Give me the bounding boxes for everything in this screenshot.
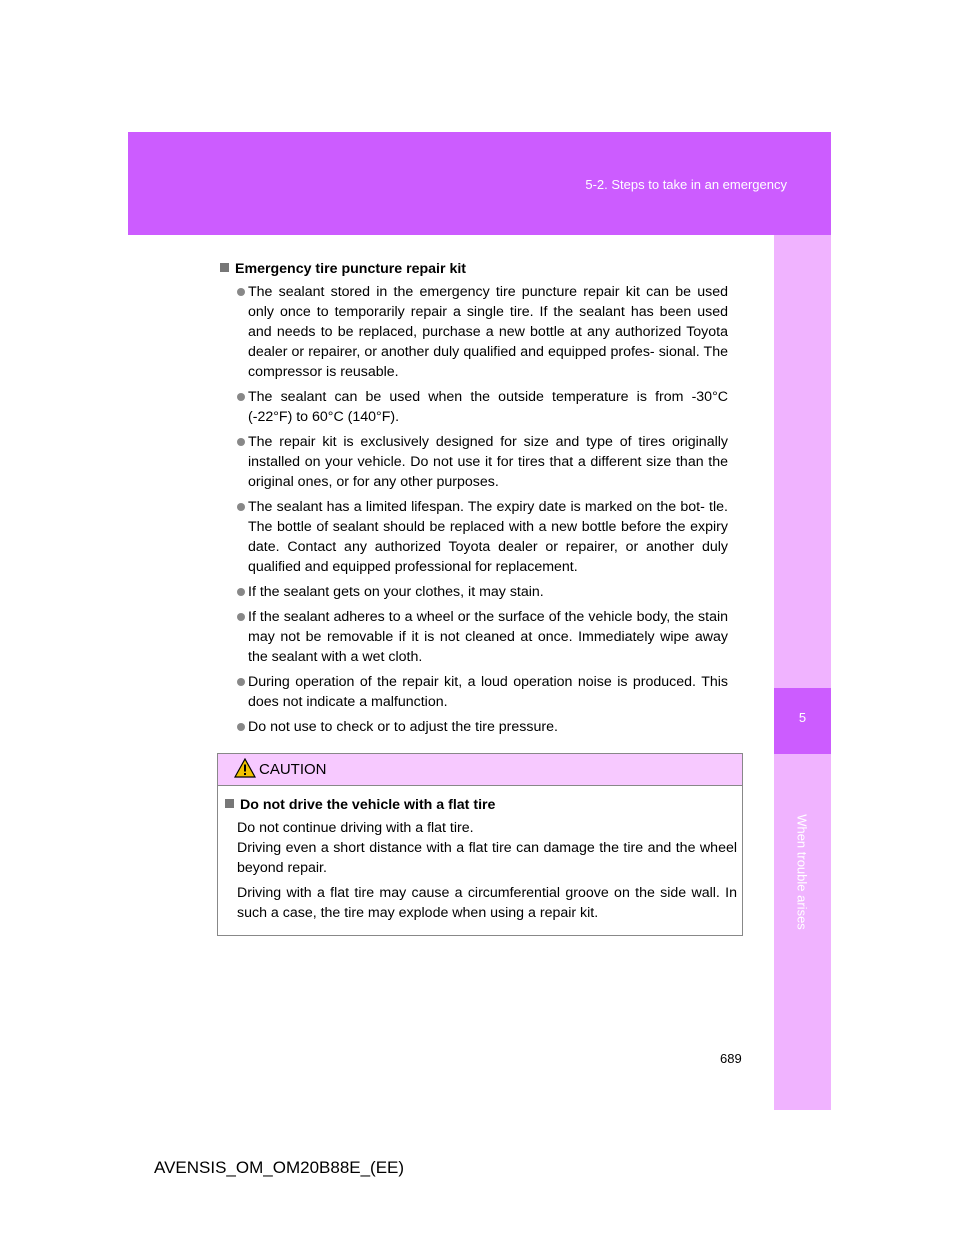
bullet-dot-icon	[237, 613, 245, 621]
caution-paragraph: Do not continue driving with a flat tire. Driving even a short distance with a flat tire can damage the tire and the wheel beyond repair.	[237, 820, 737, 876]
caution-box	[217, 753, 743, 936]
caution-body	[218, 786, 742, 923]
bullet-dot-icon	[237, 723, 245, 731]
list-item: If the sealant gets on your clothes, it may stain.	[220, 582, 728, 602]
square-bullet-icon	[225, 799, 234, 808]
square-bullet-icon	[220, 263, 229, 272]
caution-header	[218, 754, 742, 786]
header-band	[128, 132, 831, 235]
repair-kit-section	[220, 259, 728, 742]
list-item: During operation of the repair kit, a loud operation noise is produced. This does not indicate a malfunction.	[220, 672, 728, 712]
footer-code: AVENSIS_OM_OM20B88E_(EE)	[154, 1158, 405, 1177]
list-item: If the sealant adheres to a wheel or the surface of the vehicle body, the stain may not be removable if it is not cleaned at once. Immediately wipe away the sealant with a wet cloth.	[220, 607, 728, 667]
list-item: The sealant can be used when the outside temperature is from -30°C (-22°F) to 60°C (140°F).	[220, 387, 728, 427]
list-item: The sealant has a limited lifespan. The expiry date is marked on the bot- tle. The bottle of sealant should be replaced with a new bottle before the expiry date. Contact any authorized Toyota dealer or repairer, or another duly qualified and equipped professional for replacement.	[220, 497, 728, 577]
chapter-tab	[774, 688, 831, 754]
list-item: The repair kit is exclusively designed for size and type of tires originally installed on your vehicle. Do not use it for tires that a different size than the original ones, or for any other purposes.	[220, 432, 728, 492]
section-header: 5-2. Steps to take in an emergency	[585, 177, 787, 192]
caution-title: CAUTION	[259, 761, 327, 778]
page-number: 689	[720, 1051, 742, 1066]
chapter-number: 5	[798, 710, 807, 725]
bullet-dot-icon	[237, 678, 245, 686]
bullet-dot-icon	[237, 503, 245, 511]
caution-paragraph: Driving with a flat tire may cause a circumferential groove on the side wall. In such a case, the tire may explode when using a repair kit.	[237, 885, 737, 921]
warning-triangle-icon	[234, 758, 256, 778]
bullet-dot-icon	[237, 588, 245, 596]
side-tab	[774, 235, 831, 1110]
chapter-title: When trouble arises	[794, 814, 810, 930]
list-item: The sealant stored in the emergency tire puncture repair kit can be used only once to temporarily repair a single tire. If the sealant has been used and needs to be replaced, purchase a new bottle at any authorized Toyota dealer or repairer, or another duly qualified and equipped profes- sional. The compressor is reusable.	[220, 282, 728, 382]
list-item: Do not use to check or to adjust the tire pressure.	[220, 717, 728, 737]
section-title: Emergency tire puncture repair kit	[220, 259, 728, 279]
caution-subtitle: Do not drive the vehicle with a flat tire	[225, 795, 737, 815]
bullet-dot-icon	[237, 288, 245, 296]
bullet-dot-icon	[237, 438, 245, 446]
bullet-dot-icon	[237, 393, 245, 401]
bullet-list	[220, 282, 728, 737]
